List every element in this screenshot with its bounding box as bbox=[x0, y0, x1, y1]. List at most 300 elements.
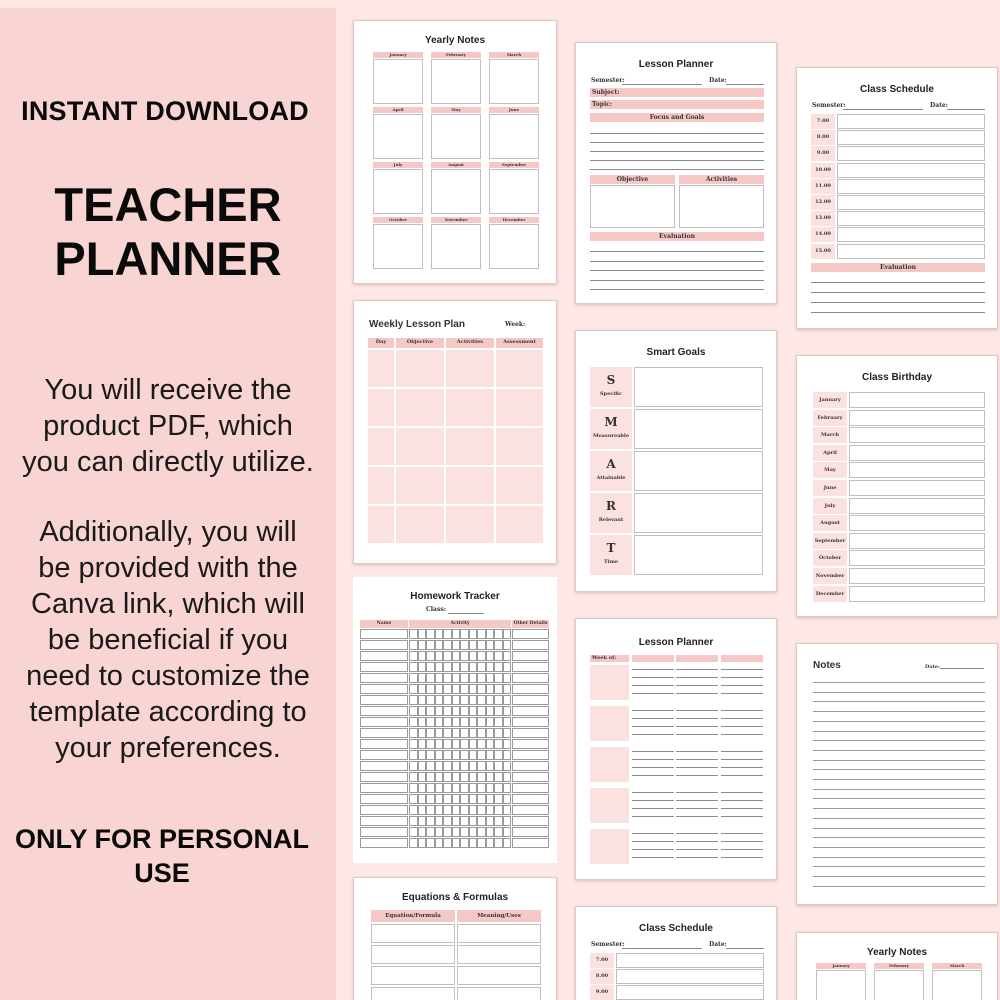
date-underline bbox=[726, 84, 764, 85]
activity-cell bbox=[460, 838, 469, 848]
writing-line bbox=[676, 685, 718, 686]
activity-cell bbox=[409, 629, 418, 639]
month-label: July bbox=[393, 162, 403, 167]
activity-cell bbox=[409, 739, 418, 749]
activity-cell bbox=[460, 805, 469, 815]
activity-cell bbox=[503, 651, 512, 661]
activity-cell bbox=[418, 640, 427, 650]
writing-line bbox=[813, 731, 985, 732]
writing-line bbox=[632, 726, 674, 727]
month-label: January bbox=[389, 52, 407, 57]
page-title: Weekly Lesson Plan bbox=[369, 319, 465, 330]
month-box bbox=[373, 169, 423, 214]
writing-line bbox=[813, 769, 985, 770]
writing-line bbox=[811, 292, 985, 293]
activity-cell bbox=[418, 772, 427, 782]
writing-line bbox=[721, 726, 763, 727]
writing-line bbox=[813, 760, 985, 761]
writing-line bbox=[721, 718, 763, 719]
writing-line bbox=[813, 721, 985, 722]
writing-line bbox=[632, 849, 674, 850]
time-label: 9.00 bbox=[595, 989, 609, 996]
activity-cell bbox=[460, 717, 469, 727]
plan-cell bbox=[368, 428, 394, 465]
class-birthday-page bbox=[796, 355, 998, 617]
name-cell bbox=[360, 717, 408, 727]
activity-cell bbox=[503, 827, 512, 837]
activity-cell bbox=[494, 827, 503, 837]
writing-line bbox=[676, 693, 718, 694]
writing-line bbox=[721, 693, 763, 694]
time-label: 13.00 bbox=[815, 215, 831, 222]
activity-cell bbox=[469, 662, 478, 672]
column-header-label: Name bbox=[376, 621, 392, 626]
activity-cell bbox=[435, 695, 444, 705]
activity-cell bbox=[443, 816, 452, 826]
writing-line bbox=[813, 866, 985, 867]
plan-cell bbox=[496, 428, 543, 465]
birthday-cell bbox=[849, 550, 985, 566]
month-label: November bbox=[444, 217, 468, 222]
description-line: be beneficial if you bbox=[47, 624, 289, 656]
writing-line bbox=[632, 677, 674, 678]
activity-cell bbox=[486, 761, 495, 771]
activity-cell bbox=[477, 805, 486, 815]
activity-cell bbox=[460, 695, 469, 705]
personal-use-notice bbox=[0, 822, 324, 890]
activity-cell bbox=[469, 750, 478, 760]
activity-cell bbox=[460, 706, 469, 716]
writing-line bbox=[811, 302, 985, 303]
activity-cell bbox=[460, 750, 469, 760]
date-label: Date: bbox=[709, 77, 727, 84]
activity-cell bbox=[494, 816, 503, 826]
month-box bbox=[932, 970, 982, 1000]
details-cell bbox=[512, 629, 549, 639]
activity-cell bbox=[418, 706, 427, 716]
activity-cell bbox=[494, 706, 503, 716]
date-underline bbox=[947, 109, 985, 110]
writing-line bbox=[632, 857, 674, 858]
activity-cell bbox=[426, 838, 435, 848]
smart-letter: R bbox=[606, 499, 616, 513]
activity-cell bbox=[460, 728, 469, 738]
activity-cell bbox=[452, 750, 461, 760]
name-cell bbox=[360, 684, 408, 694]
details-cell bbox=[512, 783, 549, 793]
writing-line bbox=[676, 808, 718, 809]
writing-line bbox=[590, 133, 764, 134]
plan-cell bbox=[496, 506, 543, 543]
name-cell bbox=[360, 794, 408, 804]
activity-cell bbox=[477, 695, 486, 705]
activity-cell bbox=[443, 717, 452, 727]
activity-cell bbox=[477, 794, 486, 804]
class-label: Class: bbox=[426, 606, 446, 613]
month-label: August bbox=[448, 162, 464, 167]
activity-cell bbox=[435, 805, 444, 815]
description-line: template according to bbox=[29, 696, 307, 728]
writing-line bbox=[676, 718, 718, 719]
column-header-label: Activity bbox=[450, 621, 470, 626]
activity-cell bbox=[443, 629, 452, 639]
writing-line bbox=[632, 808, 674, 809]
month-box bbox=[489, 59, 539, 104]
writing-line bbox=[721, 857, 763, 858]
writing-line bbox=[632, 685, 674, 686]
writing-line bbox=[813, 789, 985, 790]
name-cell bbox=[360, 772, 408, 782]
writing-line bbox=[632, 693, 674, 694]
smart-answer-box bbox=[634, 451, 763, 491]
activity-cell bbox=[460, 772, 469, 782]
description-line: you can directly utilize. bbox=[22, 446, 314, 478]
activity-cell bbox=[452, 706, 461, 716]
formula-cell bbox=[371, 945, 455, 964]
activity-cell bbox=[460, 662, 469, 672]
writing-line bbox=[721, 751, 763, 752]
name-cell bbox=[360, 827, 408, 837]
plan-cell bbox=[446, 506, 494, 543]
activity-cell bbox=[426, 717, 435, 727]
date-underline bbox=[940, 668, 984, 669]
activity-cell bbox=[503, 662, 512, 672]
month-label: March bbox=[506, 52, 522, 57]
instant-download-label: INSTANT DOWNLOAD bbox=[21, 96, 309, 126]
month-label: October bbox=[389, 217, 407, 222]
writing-line bbox=[721, 734, 763, 735]
details-cell bbox=[512, 695, 549, 705]
activity-cell bbox=[426, 673, 435, 683]
week-of-label: Week of: bbox=[592, 655, 617, 661]
page-title: Equations & Formulas bbox=[401, 892, 509, 903]
activity-cell bbox=[443, 651, 452, 661]
writing-line bbox=[676, 677, 718, 678]
activity-cell bbox=[486, 640, 495, 650]
activity-cell bbox=[435, 640, 444, 650]
activity-cell bbox=[477, 838, 486, 848]
birthday-cell bbox=[849, 462, 985, 478]
plan-cell bbox=[396, 506, 444, 543]
activity-cell bbox=[443, 662, 452, 672]
activity-cell bbox=[494, 640, 503, 650]
activity-cell bbox=[469, 838, 478, 848]
details-cell bbox=[512, 794, 549, 804]
activity-cell bbox=[460, 739, 469, 749]
activity-cell bbox=[460, 827, 469, 837]
activity-cell bbox=[469, 640, 478, 650]
page-title: Class Birthday bbox=[861, 372, 933, 383]
activity-cell bbox=[494, 695, 503, 705]
writing-line bbox=[632, 751, 674, 752]
activity-cell bbox=[443, 783, 452, 793]
activity-cell bbox=[486, 695, 495, 705]
name-cell bbox=[360, 739, 408, 749]
writing-line bbox=[632, 669, 674, 670]
activity-cell bbox=[477, 750, 486, 760]
plan-cell bbox=[368, 506, 394, 543]
activity-cell bbox=[452, 728, 461, 738]
writing-line bbox=[676, 734, 718, 735]
activity-cell bbox=[494, 739, 503, 749]
name-cell bbox=[360, 805, 408, 815]
writing-line bbox=[721, 808, 763, 809]
smart-goals-page bbox=[575, 330, 777, 592]
month-label: December bbox=[502, 217, 526, 222]
writing-line bbox=[632, 710, 674, 711]
activity-cell bbox=[435, 772, 444, 782]
plan-cell bbox=[396, 467, 444, 504]
activity-cell bbox=[443, 838, 452, 848]
page-title: Yearly Notes bbox=[866, 947, 928, 958]
description-line: product PDF, which bbox=[43, 410, 293, 442]
writing-line bbox=[590, 169, 764, 170]
birthday-cell bbox=[849, 427, 985, 443]
activity-cell bbox=[494, 684, 503, 694]
activity-cell bbox=[435, 827, 444, 837]
activity-cell bbox=[469, 673, 478, 683]
month-label: June bbox=[823, 485, 837, 491]
activity-cell bbox=[452, 640, 461, 650]
writing-line bbox=[813, 818, 985, 819]
writing-line bbox=[590, 251, 764, 252]
week-label: Week: bbox=[505, 321, 526, 328]
activity-cell bbox=[443, 794, 452, 804]
activity-cell bbox=[409, 673, 418, 683]
activity-cell bbox=[435, 794, 444, 804]
activity-cell bbox=[435, 651, 444, 661]
formula-cell bbox=[457, 924, 541, 943]
activity-cell bbox=[435, 783, 444, 793]
writing-line bbox=[590, 289, 764, 290]
activity-cell bbox=[418, 805, 427, 815]
writing-line bbox=[676, 849, 718, 850]
page-title: Notes bbox=[813, 660, 841, 671]
month-label: May bbox=[824, 467, 836, 474]
activity-cell bbox=[409, 728, 418, 738]
activity-cell bbox=[443, 728, 452, 738]
month-box bbox=[489, 114, 539, 159]
name-cell bbox=[360, 706, 408, 716]
activity-cell bbox=[435, 750, 444, 760]
activity-cell bbox=[486, 805, 495, 815]
writing-line bbox=[632, 718, 674, 719]
writing-line bbox=[676, 767, 718, 768]
evaluation-label: Evaluation bbox=[659, 233, 695, 240]
activity-cell bbox=[494, 728, 503, 738]
column-header-label: Other Details bbox=[513, 621, 548, 626]
month-label: August bbox=[820, 520, 840, 527]
activities-box bbox=[679, 185, 764, 228]
activity-cell bbox=[426, 695, 435, 705]
activity-cell bbox=[418, 717, 427, 727]
activity-cell bbox=[460, 794, 469, 804]
activity-cell bbox=[443, 673, 452, 683]
activity-cell bbox=[469, 816, 478, 826]
activity-cell bbox=[494, 838, 503, 848]
activity-cell bbox=[477, 684, 486, 694]
weekly-lesson-plan-page bbox=[353, 300, 557, 564]
plan-cell bbox=[396, 350, 444, 387]
writing-line bbox=[813, 837, 985, 838]
topic-label: Topic: bbox=[592, 101, 613, 108]
activity-cell bbox=[486, 816, 495, 826]
page-title: Smart Goals bbox=[646, 347, 706, 358]
activity-cell bbox=[426, 816, 435, 826]
activity-cell bbox=[486, 794, 495, 804]
class-schedule-page-2 bbox=[575, 906, 777, 1000]
activity-cell bbox=[494, 783, 503, 793]
day-cell bbox=[590, 665, 629, 700]
writing-line bbox=[632, 792, 674, 793]
activity-cell bbox=[486, 673, 495, 683]
activity-cell bbox=[426, 794, 435, 804]
name-cell bbox=[360, 629, 408, 639]
activity-cell bbox=[452, 772, 461, 782]
activity-cell bbox=[452, 794, 461, 804]
smart-word: Measureable bbox=[592, 433, 630, 439]
activity-cell bbox=[460, 816, 469, 826]
schedule-cell bbox=[837, 195, 985, 210]
column-header-label: Assessment bbox=[503, 339, 536, 345]
time-label: 8.00 bbox=[816, 134, 830, 141]
activity-cell bbox=[477, 772, 486, 782]
activity-cell bbox=[486, 827, 495, 837]
writing-line bbox=[813, 692, 985, 693]
activity-cell bbox=[435, 662, 444, 672]
activity-cell bbox=[426, 761, 435, 771]
class-underline bbox=[448, 613, 484, 614]
day-cell bbox=[590, 788, 629, 823]
activity-cell bbox=[503, 794, 512, 804]
smart-word: Attainable bbox=[596, 475, 626, 481]
activity-cell bbox=[409, 772, 418, 782]
writing-line bbox=[676, 669, 718, 670]
activity-cell bbox=[494, 673, 503, 683]
writing-line bbox=[813, 798, 985, 799]
activity-cell bbox=[435, 816, 444, 826]
page-title: Class Schedule bbox=[639, 923, 713, 934]
activity-cell bbox=[477, 706, 486, 716]
page-title: Homework Tracker bbox=[410, 591, 500, 602]
activity-cell bbox=[418, 794, 427, 804]
product-title bbox=[0, 178, 336, 286]
smart-answer-box bbox=[634, 535, 763, 575]
activity-cell bbox=[452, 629, 461, 639]
activity-cell bbox=[460, 783, 469, 793]
time-label: 12.00 bbox=[815, 199, 831, 205]
description-paragraph-1 bbox=[0, 372, 336, 480]
month-label: December bbox=[815, 590, 845, 597]
activity-cell bbox=[418, 629, 427, 639]
details-cell bbox=[512, 816, 549, 826]
homework-tracker-page bbox=[353, 577, 557, 863]
activity-cell bbox=[409, 695, 418, 705]
name-cell bbox=[360, 750, 408, 760]
activity-cell bbox=[486, 717, 495, 727]
writing-line bbox=[632, 833, 674, 834]
activity-cell bbox=[443, 761, 452, 771]
name-cell bbox=[360, 695, 408, 705]
activity-cell bbox=[494, 805, 503, 815]
activity-cell bbox=[443, 706, 452, 716]
schedule-cell bbox=[837, 227, 985, 242]
formula-cell bbox=[457, 966, 541, 985]
activity-cell bbox=[486, 662, 495, 672]
activity-cell bbox=[443, 805, 452, 815]
writing-line bbox=[632, 841, 674, 842]
activity-cell bbox=[503, 772, 512, 782]
time-label: 15.00 bbox=[815, 247, 831, 254]
activity-cell bbox=[409, 706, 418, 716]
smart-letter: T bbox=[606, 541, 616, 555]
subject-label: Subject: bbox=[592, 89, 620, 96]
date-label: Date: bbox=[709, 941, 727, 948]
plan-cell bbox=[496, 389, 543, 426]
schedule-cell bbox=[837, 179, 985, 194]
activity-cell bbox=[486, 772, 495, 782]
description-line: your preferences. bbox=[55, 732, 281, 764]
name-cell bbox=[360, 640, 408, 650]
writing-line bbox=[811, 282, 985, 283]
activity-cell bbox=[469, 761, 478, 771]
details-cell bbox=[512, 706, 549, 716]
activity-cell bbox=[409, 783, 418, 793]
activity-cell bbox=[409, 717, 418, 727]
birthday-cell bbox=[849, 392, 985, 408]
column-header-label: Equation/Formula bbox=[385, 913, 441, 919]
month-label: July bbox=[824, 502, 836, 509]
writing-line bbox=[721, 669, 763, 670]
activity-cell bbox=[418, 695, 427, 705]
activity-cell bbox=[452, 816, 461, 826]
month-label: September bbox=[501, 162, 527, 167]
activity-cell bbox=[503, 816, 512, 826]
activity-cell bbox=[477, 651, 486, 661]
schedule-cell bbox=[616, 953, 764, 968]
month-box bbox=[373, 114, 423, 159]
activity-cell bbox=[477, 827, 486, 837]
writing-line bbox=[813, 682, 985, 683]
activity-cell bbox=[452, 651, 461, 661]
page-title: Lesson Planner bbox=[638, 637, 714, 648]
activity-cell bbox=[443, 640, 452, 650]
activity-cell bbox=[409, 640, 418, 650]
smart-word: Specific bbox=[600, 391, 622, 397]
writing-line bbox=[632, 759, 674, 760]
writing-line bbox=[813, 847, 985, 848]
description-line: Additionally, you will bbox=[39, 516, 297, 548]
activity-cell bbox=[486, 629, 495, 639]
activity-cell bbox=[418, 827, 427, 837]
activity-cell bbox=[477, 640, 486, 650]
activity-cell bbox=[409, 761, 418, 771]
month-box bbox=[373, 59, 423, 104]
schedule-cell bbox=[837, 130, 985, 145]
description-paragraph-2 bbox=[0, 514, 336, 766]
plan-cell bbox=[396, 389, 444, 426]
month-label: February bbox=[445, 52, 466, 57]
notes-page bbox=[796, 643, 998, 905]
details-cell bbox=[512, 750, 549, 760]
writing-line bbox=[632, 800, 674, 801]
semester-underline bbox=[622, 948, 702, 949]
activity-cell bbox=[494, 750, 503, 760]
writing-line bbox=[632, 734, 674, 735]
activity-cell bbox=[460, 673, 469, 683]
activity-cell bbox=[418, 728, 427, 738]
activity-cell bbox=[477, 728, 486, 738]
